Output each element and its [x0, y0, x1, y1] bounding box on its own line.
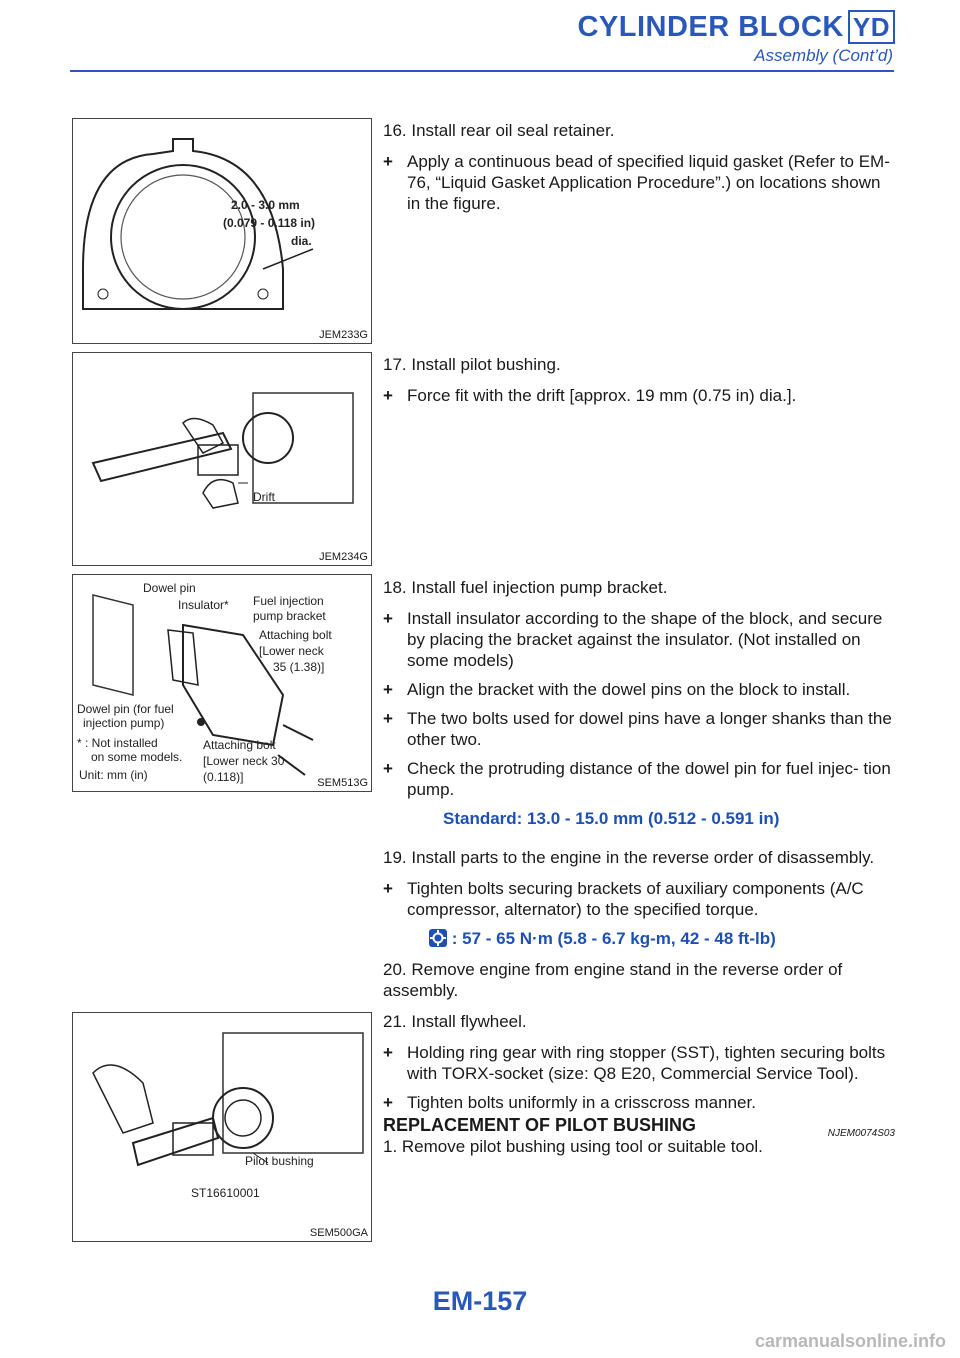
- bullet-text: Align the bracket with the dowel pins on the block to install.: [407, 680, 851, 699]
- bullet-mark: +: [383, 152, 393, 171]
- bullet-text: Force fit with the drift [approx. 19 mm (0.75 in) dia.].: [407, 386, 797, 405]
- bead-size-label-in: (0.079 - 0.118 in): [223, 216, 316, 230]
- bolt35-label-3: 35 (1.38)]: [273, 660, 325, 674]
- step-18-bullet-3: [383, 708, 895, 750]
- step-17: 17. Install pilot bushing.: [383, 355, 561, 374]
- bullet-text: Tighten bolts uniformly in a crisscross manner.: [407, 1093, 756, 1112]
- step-17-block: [383, 354, 895, 414]
- step-18-bullet-2: [383, 679, 895, 700]
- figure-fuel-pump-bracket: [72, 574, 372, 792]
- step-19: 19. Install parts to the engine in the reverse order of disassembly.: [383, 848, 875, 867]
- figure-code: JEM233G: [319, 329, 368, 341]
- bead-size-label: 2.0 - 3.0 mm: [231, 198, 300, 212]
- bullet-mark: +: [383, 1043, 393, 1062]
- section-subtitle: Assembly (Cont’d): [754, 46, 893, 65]
- torque-wrench-icon: [429, 929, 447, 947]
- drift-drawing: [73, 353, 372, 566]
- torque-spec: [383, 928, 895, 949]
- figure-rear-oil-seal-retainer: [72, 118, 372, 344]
- pump-dowel-standard: Standard: 13.0 - 15.0 mm (0.512 - 0.591 in): [443, 809, 780, 828]
- unit-note: Unit: mm (in): [79, 768, 148, 782]
- bullet-text: The two bolts used for dowel pins have a longer shanks than the other two.: [407, 709, 892, 749]
- bracket-drawing: [73, 575, 372, 792]
- dowel-fuel-label-1: Dowel pin (for fuel: [77, 702, 174, 716]
- step-21: 21. Install flywheel.: [383, 1012, 527, 1031]
- step-16: 16. Install rear oil seal retainer.: [383, 121, 615, 140]
- step-18-to-21-block: [383, 577, 895, 1167]
- bullet-mark: +: [383, 879, 393, 898]
- pilot-bushing-heading-text: REPLACEMENT OF PILOT BUSHING: [383, 1115, 697, 1135]
- figure-code: JEM234G: [319, 551, 368, 563]
- pilot-bushing-step-1: 1. Remove pilot bushing using tool or suitable tool.: [383, 1137, 763, 1156]
- bullet-mark: +: [383, 1093, 393, 1112]
- step-18-bullet-4: [383, 758, 895, 800]
- bullet-text: Apply a continuous bead of specified liquid gasket (Refer to EM-76, “Liquid Gasket Application Procedure”.) on locations shown in the figure.: [407, 152, 890, 213]
- section-code: NJEM0074S03: [827, 1128, 895, 1139]
- not-installed-note-1: * : Not installed: [77, 736, 158, 750]
- drift-label: Drift: [253, 490, 275, 504]
- bullet-mark: +: [383, 680, 393, 699]
- step-21-bullet-1: [383, 1042, 895, 1084]
- section-title-text: CYLINDER BLOCK: [577, 10, 844, 43]
- bullet-mark: +: [383, 759, 393, 778]
- step-18-bullet-1: [383, 608, 895, 671]
- step-19-bullet: [383, 878, 895, 920]
- bullet-text: Holding ring gear with ring stopper (SST), tighten securing bolts with TORX-socket (size: Q8 E20, Commercial Service Tool).: [407, 1043, 886, 1083]
- bullet-mark: +: [383, 609, 393, 628]
- bracket-label-2: pump bracket: [253, 609, 326, 623]
- figure-pilot-bushing-install: [72, 352, 372, 566]
- header-rule: [70, 70, 894, 72]
- step-17-bullet: [383, 385, 895, 406]
- bullet-mark: +: [383, 709, 393, 728]
- bolt35-label-2: [Lower neck: [259, 644, 324, 658]
- bullet-text: Tighten bolts securing brackets of auxiliary components (A/C compressor, alternator) to the specified torque.: [407, 879, 864, 919]
- tool-number-label: ST16610001: [191, 1186, 260, 1200]
- figure-pilot-bushing-removal: [72, 1012, 372, 1242]
- bullet-mark: +: [383, 386, 393, 405]
- bolt35-label-1: Attaching bolt: [259, 628, 332, 642]
- watermark: carmanualsonline.info: [754, 1331, 946, 1351]
- insulator-label: Insulator*: [178, 598, 229, 612]
- dowel-fuel-label-2: injection pump): [83, 716, 165, 730]
- bead-dia-label: dia.: [291, 234, 312, 248]
- page-number: EM-157: [432, 1286, 528, 1316]
- torque-spec-text: : 57 - 65 N·m (5.8 - 6.7 kg-m, 42 - 48 ft-lb): [451, 929, 776, 948]
- bracket-label-1: Fuel injection: [253, 594, 324, 608]
- figure-code: SEM500GA: [309, 1227, 368, 1239]
- step-21-bullet-2: [383, 1092, 895, 1113]
- step-20: 20. Remove engine from engine stand in the reverse order of assembly.: [383, 960, 843, 1000]
- pilot-bushing-label: Pilot bushing: [245, 1154, 314, 1168]
- bolt30-label-1: Attaching bolt: [203, 738, 276, 752]
- pilot-bushing-heading: [383, 1115, 895, 1139]
- step-18: 18. Install fuel injection pump bracket.: [383, 578, 668, 597]
- step-16-block: [383, 120, 895, 222]
- bolt30-label-2: [Lower neck 30: [203, 754, 285, 768]
- removal-tool-drawing: [73, 1013, 372, 1242]
- figure-code: SEM513G: [317, 777, 368, 789]
- step-16-bullet: [383, 151, 895, 214]
- dowel-pin-label: Dowel pin: [143, 581, 196, 595]
- not-installed-note-2: on some models.: [91, 750, 183, 764]
- bolt30-label-3: (0.118)]: [203, 770, 244, 784]
- bullet-text: Install insulator according to the shape of the block, and secure by placing the bracket against the insulator. (Not installed on some models): [407, 609, 883, 670]
- bullet-text: Check the protruding distance of the dowel pin for fuel injec- tion pump.: [407, 759, 891, 799]
- section-title: [577, 10, 895, 44]
- seal-retainer-drawing: [73, 119, 372, 344]
- engine-badge: YD: [848, 10, 895, 44]
